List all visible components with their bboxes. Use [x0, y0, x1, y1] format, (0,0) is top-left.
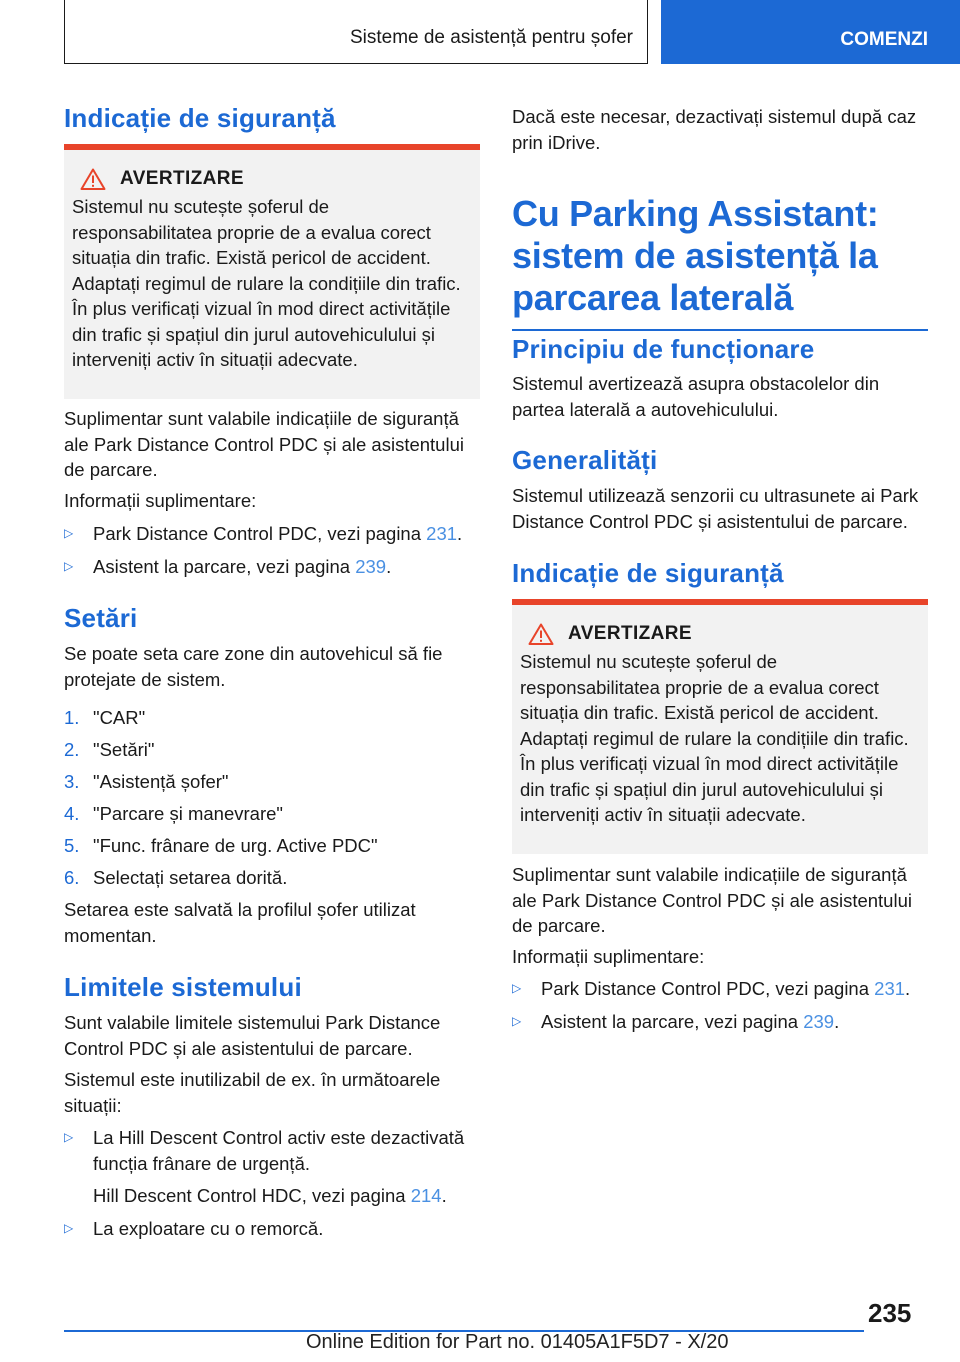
list-item: ▷ La exploatare cu o remorcă. [64, 1216, 480, 1242]
list-item: 3. "Asistență șofer" [64, 770, 229, 792]
reference-list-left [64, 514, 480, 579]
list-item: Hill Descent Control HDC, vezi pagina 214. [93, 1185, 447, 1206]
warning-text-right: Sistemul nu scutește șoferul de responsabilitatea proprie de a evalua corect situația din trafic. Există pericol de accident. Adaptați regimul de rulare la condițiile din trafic. În plus verificați vizual în mod direct activitățile din trafic și spațiul din jurul autovehiculului și interveniți activ în situații adecvate. [520, 651, 909, 825]
chapter-title: COMENZI [840, 29, 928, 50]
warning-box-left [64, 144, 480, 399]
triangle-bullet-icon: ▷ [512, 1013, 522, 1028]
triangle-bullet-icon: ▷ [64, 1220, 74, 1235]
triangle-bullet-icon: ▷ [64, 558, 74, 573]
section-title: Sisteme de asistență pentru șofer [349, 27, 633, 48]
list-item: ▷ La Hill Descent Control activ este dezactivată funcția frânare de urgență. [64, 1125, 480, 1176]
triangle-bullet-icon: ▷ [64, 526, 74, 540]
page-link-239[interactable]: 239 [803, 1010, 835, 1032]
list-item: ▷ Asistent la parcare, vezi pagina 239. [64, 554, 480, 580]
paragraph-info-right: Informații suplimentare: [512, 946, 705, 967]
heading-settings: Setări [64, 603, 138, 633]
warning-box-right [512, 599, 928, 854]
warning-text-left: Sistemul nu scutește șoferul de responsabilitatea proprie de a evalua corect situația din trafic. Există pericol de accident. Adaptați regimul de rulare la condițiile din trafic. În plus verificați vizual în mod direct activitățile din trafic și spațiul din jurul autovehiculului și interveniți activ în situații adecvate. [72, 196, 461, 370]
paragraph-saved: Setarea este salvată la profilul șofer utilizat momentan. [64, 899, 416, 946]
list-item: 4. "Parcare și manevrare" [64, 802, 283, 824]
page-number: 235 [868, 1298, 912, 1328]
list-item: 6. Selectați setarea dorită. [64, 866, 288, 888]
warning-triangle-icon [80, 168, 106, 190]
list-item: ▷ Park Distance Control PDC, vezi pagina 231. [64, 521, 480, 547]
settings-steps [64, 698, 480, 890]
chapter-tab[interactable] [661, 0, 960, 64]
heading-safety-left: Indicație de siguranță [64, 103, 336, 133]
running-header-section [64, 0, 648, 64]
page-link-214[interactable]: 214 [410, 1185, 442, 1206]
chapter-heading-block [512, 193, 928, 331]
warning-title-right: AVERTIZARE [528, 623, 920, 645]
page-link-231[interactable]: 231 [426, 523, 458, 544]
edition-footer: Online Edition for Part no. 01405A1F5D7 - X/20 [306, 1331, 729, 1353]
paragraph-settings: Se poate seta care zone din autovehicul să fie protejate de sistem. [64, 643, 443, 690]
heading-rule [512, 329, 928, 331]
paragraph-info-left: Informații suplimentare: [64, 490, 257, 511]
heading-principle: Principiu de funcționare [512, 334, 815, 364]
heading-parking-assistant: Cu Parking Assistant: sistem de asistență la parcarea laterală [512, 193, 879, 318]
limits-list [64, 1118, 480, 1241]
warning-triangle-icon [528, 623, 554, 645]
triangle-bullet-icon: ▷ [512, 981, 522, 995]
list-item: 5. "Func. frânare de urg. Active PDC" [64, 834, 378, 856]
paragraph-supplementary-left: Suplimentar sunt valabile indicațiile de siguranță ale Park Distance Control PDC și ale asistentului de parcare. [64, 408, 464, 480]
heading-limits: Limitele sistemului [64, 972, 302, 1002]
paragraph-deactivate: Dacă este necesar, dezactivați sistemul după caz prin iDrive. [512, 106, 917, 153]
page-link-231[interactable]: 231 [874, 978, 906, 999]
page-link-239[interactable]: 239 [355, 555, 387, 577]
triangle-bullet-icon: ▷ [64, 1130, 74, 1144]
list-item: ▷ Asistent la parcare, vezi pagina 239. [512, 1009, 928, 1035]
paragraph-unusable: Sistemul este inutilizabil de ex. în următoarele situații: [64, 1069, 441, 1116]
paragraph-principle: Sistemul avertizează asupra obstacolelor din partea laterală a autovehiculului. [512, 373, 880, 420]
paragraph-limits: Sunt valabile limitele sistemului Park Distance Control PDC și ale asistentului de parcare. [64, 1012, 441, 1059]
list-item: ▷ Park Distance Control PDC, vezi pagina 231. [512, 976, 928, 1002]
reference-list-right [512, 969, 928, 1034]
heading-general: Generalități [512, 445, 658, 475]
paragraph-general: Sistemul utilizează senzorii cu ultrasunete ai Park Distance Control PDC și asistentului de parcare. [512, 485, 919, 532]
warning-title-left: AVERTIZARE [80, 168, 472, 190]
list-item: 1. "CAR" [64, 706, 146, 728]
list-item: 2. "Setări" [64, 738, 155, 760]
heading-safety-right: Indicație de siguranță [512, 558, 784, 588]
paragraph-supplementary-right: Suplimentar sunt valabile indicațiile de siguranță ale Park Distance Control PDC și ale asistentului de parcare. [512, 864, 912, 936]
